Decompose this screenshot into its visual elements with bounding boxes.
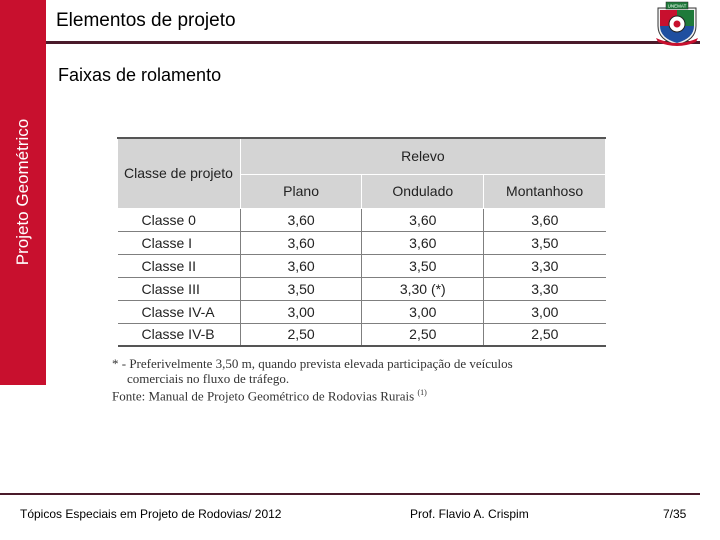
header-montanhoso: Montanhoso (484, 174, 606, 208)
table-row (118, 254, 606, 277)
table-row (118, 277, 606, 300)
table-row (118, 323, 606, 346)
cell-value: 3,50 (240, 277, 362, 300)
header-divider (46, 41, 700, 44)
cell-value: 3,60 (484, 208, 606, 231)
page-title: Elementos de projeto (56, 10, 236, 31)
cell-value: 3,00 (362, 300, 484, 323)
data-table (117, 137, 606, 347)
source-ref: (1) (417, 388, 427, 397)
footnote-line-2: comerciais no fluxo de tráfego. (127, 371, 290, 386)
cell-class: Classe IV-A (118, 300, 241, 323)
cell-value: 3,60 (240, 208, 362, 231)
cell-value: 3,50 (484, 231, 606, 254)
cell-class: Classe 0 (118, 208, 241, 231)
header-relevo: Relevo (240, 138, 605, 174)
page-number: 7/35 (663, 507, 687, 521)
table-row (118, 231, 606, 254)
logo-banner-text: UNEMAT (667, 3, 687, 9)
cell-value: 2,50 (484, 323, 606, 346)
cell-value: 3,00 (240, 300, 362, 323)
cell-value: 3,30 (*) (362, 277, 484, 300)
cell-value: 2,50 (240, 323, 362, 346)
cell-class: Classe II (118, 254, 241, 277)
cell-value: 3,60 (362, 231, 484, 254)
cell-value: 3,60 (240, 231, 362, 254)
header-class: Classe de projeto (118, 138, 241, 208)
logo-emblem-core (674, 21, 681, 28)
source-text: Fonte: Manual de Projeto Geométrico de Rodovias Rurais (112, 388, 415, 404)
lane-width-table (117, 137, 606, 347)
cell-class: Classe I (118, 231, 241, 254)
table-source (112, 388, 427, 404)
cell-value: 3,30 (484, 254, 606, 277)
header-plano: Plano (240, 174, 362, 208)
table-row (118, 208, 606, 231)
table-footnote (112, 356, 513, 386)
section-subtitle: Faixas de rolamento (58, 65, 222, 85)
cell-class: Classe IV-B (118, 323, 241, 346)
university-logo (652, 0, 702, 46)
footer-author: Prof. Flavio A. Crispim (410, 507, 529, 521)
cell-value: 3,60 (362, 208, 484, 231)
header-ondulado: Ondulado (362, 174, 484, 208)
footer-course: Tópicos Especiais em Projeto de Rodovias/ 2012 (20, 507, 282, 521)
cell-value: 3,50 (362, 254, 484, 277)
cell-value: 3,00 (484, 300, 606, 323)
footnote-line-1: * - Preferivelmente 3,50 m, quando prevista elevada participação de veículos (112, 356, 513, 371)
sidebar-label: Projeto Geométrico (13, 118, 32, 266)
table-row (118, 300, 606, 323)
sidebar (0, 0, 46, 385)
cell-class: Classe III (118, 277, 241, 300)
cell-value: 2,50 (362, 323, 484, 346)
cell-value: 3,30 (484, 277, 606, 300)
footer-divider (0, 493, 700, 495)
cell-value: 3,60 (240, 254, 362, 277)
